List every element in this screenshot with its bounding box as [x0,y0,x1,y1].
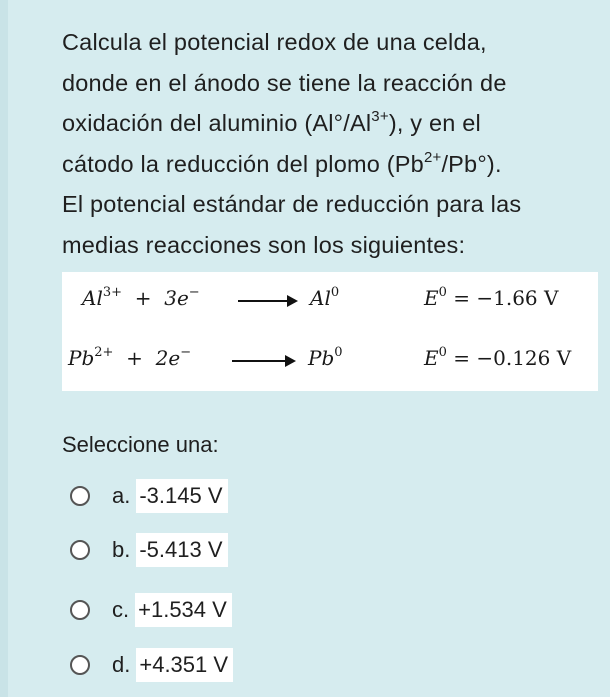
equation-1-arrow [238,300,296,302]
option-b[interactable] [70,530,228,570]
question-line-1: Calcula el potencial redox de una celda, [62,29,487,55]
question-line-3: oxidación del aluminio $(Al^\circ/Al^{3+})$, y en el [62,108,481,136]
option-d[interactable] [70,645,233,685]
option-c-letter: c. [112,597,130,622]
radio-option-b[interactable] [70,540,90,560]
equation-1-potential: $E^0 = -1.66$ V [424,285,559,310]
option-a-value[interactable]: -3.145 V [136,479,227,513]
option-d-letter: d. [112,652,131,677]
equation-2-product: Pb$^0$ [308,345,343,370]
radio-option-a[interactable] [70,486,90,506]
option-c-value[interactable]: +1.534 V [135,593,232,627]
option-b-value[interactable]: -5.413 V [136,533,227,567]
select-prompt: Seleccione una: [62,432,219,457]
radio-option-d[interactable] [70,655,90,675]
option-a-letter: a. [112,483,131,508]
question-line-4: cátodo la reducción del plomo $(Pb^{2+}/Pb^\circ)$. [62,148,502,177]
question-line-5: El potencial estándar de reducción para las [62,191,522,217]
question-line-6: medias reacciones son los siguientes: [62,231,466,258]
radio-option-c[interactable] [70,600,90,620]
option-a[interactable] [70,476,228,516]
card-left-border [0,0,8,697]
equation-2-potential: $E^0 = -0.126$ V [424,345,572,370]
question-text [62,22,587,265]
question-line-2: donde en el ánodo se tiene la reacción de [62,69,507,96]
equation-1-product: Al$^0$ [310,285,340,310]
equation-2-arrow [232,360,294,362]
option-c[interactable] [70,590,232,630]
equation-2-left: $Pb^{2+} + 2e^-$ [68,345,192,370]
option-b-letter: b. [112,537,131,562]
equations-image [62,272,598,391]
equation-1-left: $Al^{3+} + 3e^-$ [82,285,200,310]
option-d-value[interactable]: +4.351 V [136,648,233,682]
